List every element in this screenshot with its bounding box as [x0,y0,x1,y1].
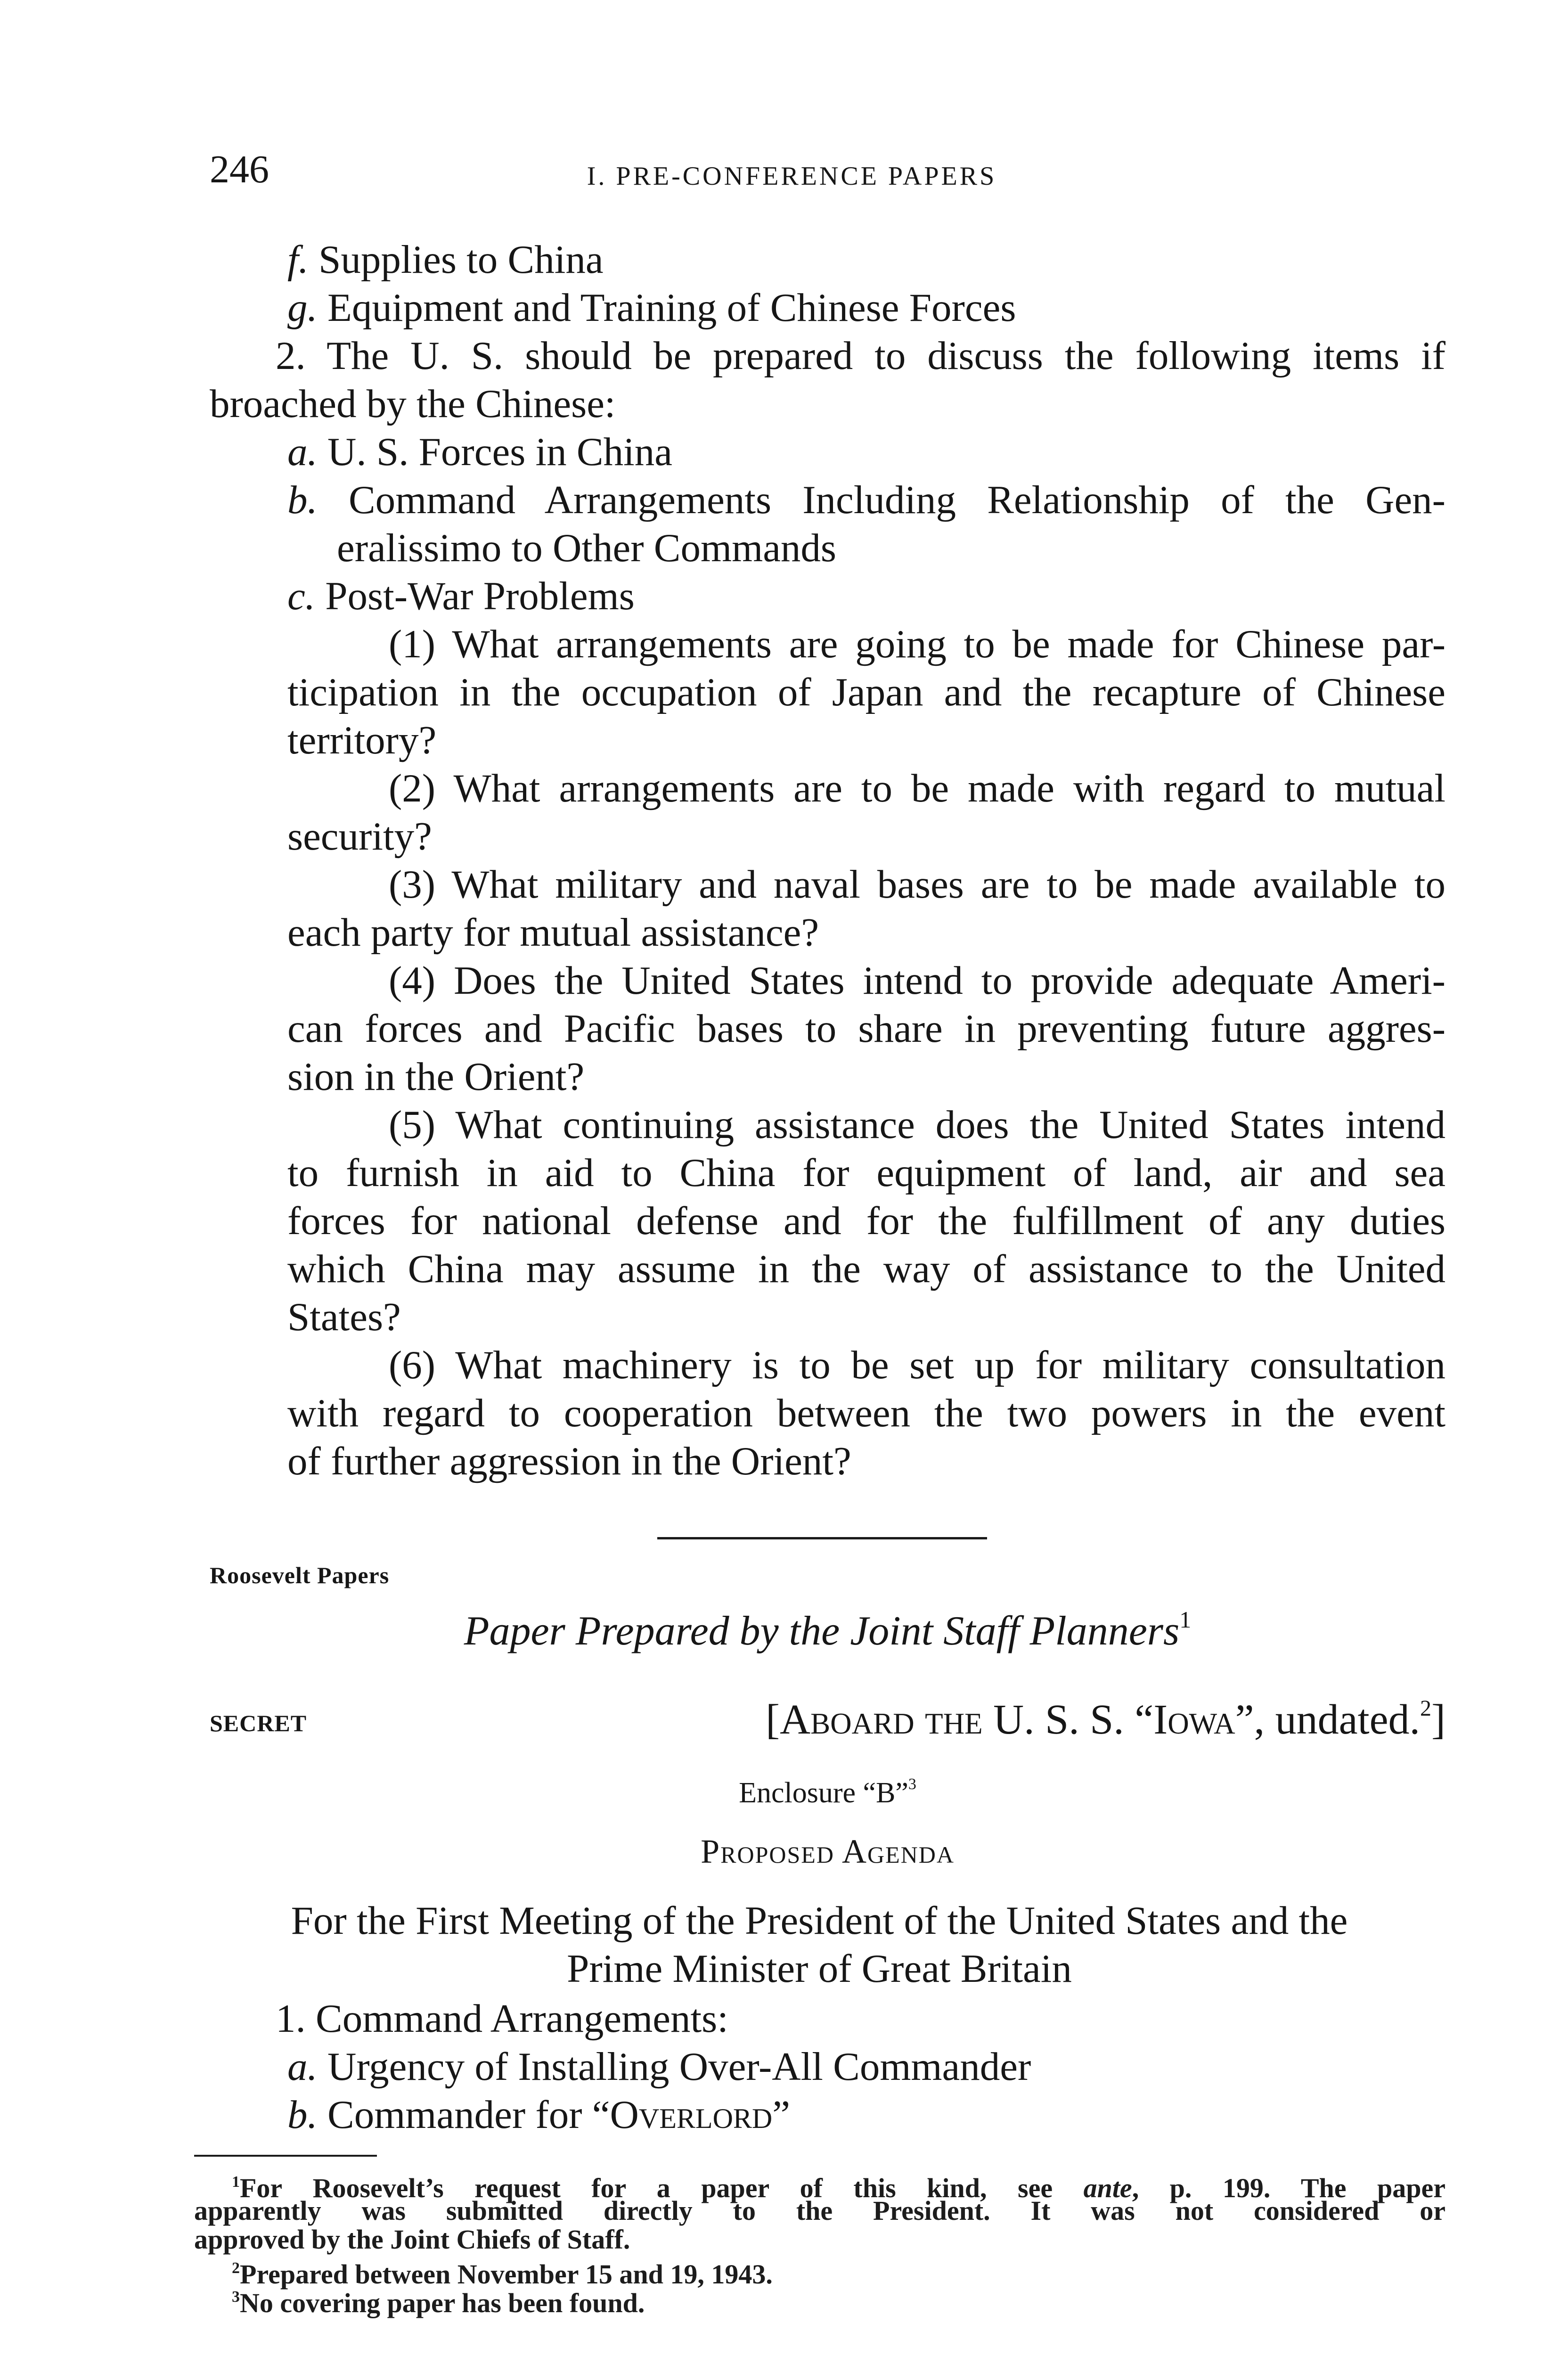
enclosure-text: Enclosure “B” [739,1777,908,1809]
footnote-text: No covering paper has been found. [240,2288,645,2318]
item-label: a. [287,430,318,474]
document-title [210,1607,1446,1654]
footnote-mark: 2 [232,2259,240,2277]
question-5-line: States? [287,1295,401,1339]
item-label: a. [287,2045,318,2089]
question-4-line: (4) Does the United States intend to provide adequate Ameri- [389,958,1446,1003]
footnote-mark: 1 [232,2173,240,2191]
question-6-line: with regard to cooperation between the two powers in the event [287,1391,1446,1435]
meeting-heading-line: Prime Minister of Great Britain [567,1947,1072,1991]
code-name: Overlord [610,2093,773,2137]
dateline-place: Aboard the [780,1696,983,1743]
quote-close: ” [772,2093,790,2137]
footnote-3 [194,2282,1446,2318]
footnote-text: Prepared between November 15 and 19, 1943. [240,2259,773,2290]
footnote-2 [194,2254,1446,2290]
paragraph-2-line: broached by the Chinese: [210,382,616,426]
question-2-line: security? [287,814,432,859]
bracket: ] [1431,1696,1446,1743]
ship-name: Iowa [1153,1696,1235,1743]
item-text: Commander for “ [327,2093,610,2137]
agenda-item-1b [210,2091,1446,2139]
enclosure-label [210,1776,1446,1808]
footnote-italic: ante [1083,2173,1132,2203]
page-header [210,147,1374,202]
list-item-b-continued: eralissimo to Other Commands [337,526,837,570]
list-item-c [210,572,1446,620]
item-label: g. [287,286,318,330]
agenda-items [210,1995,1446,2139]
item-text: U. S. Forces in China [327,430,672,474]
footnote-ref: 2 [1420,1696,1432,1721]
meeting-heading-line: For the First Meeting of the President of the United States and the [291,1898,1348,1943]
bracket: [ [766,1696,780,1743]
question-4-line: can forces and Pacific bases to share in preventing future aggres- [287,1006,1446,1051]
footnotes [194,2168,1446,2318]
footnote-1-line: apparently was submitted directly to the President. It was not considered or [194,2195,1446,2226]
question-5-line: forces for national defense and for the fulfillment of any duties [287,1199,1446,1243]
question-3-line: (3) What military and naval bases are to be made available to [389,862,1446,907]
item-text: Equipment and Training of Chinese Forces [327,286,1016,330]
question-6-line: of further aggression in the Orient? [287,1439,851,1483]
item-text: Supplies to China [318,237,604,282]
question-6-line: (6) What machinery is to be set up for military consultation [389,1343,1446,1387]
section-divider [657,1537,987,1539]
dateline-ship: U. S. S. “ [993,1696,1154,1743]
footnote-1-line: approved by the Joint Chiefs of Staff. [194,2224,630,2255]
page-number: 246 [210,147,269,191]
list-item-g [210,284,1446,332]
footnote-ref: 1 [1179,1606,1192,1633]
meeting-heading [193,1897,1446,1993]
question-1-line: (1) What arrangements are going to be made for Chinese par- [389,622,1446,666]
agenda-heading: Proposed Agenda [701,1832,955,1870]
question-1-line: territory? [287,718,437,762]
list-item-a [210,428,1446,476]
dateline [702,1696,1446,1743]
footnote-text: For Roosevelt’s request for a paper of this kind, see [240,2173,1084,2203]
classification-label: SECRET [210,1710,307,1736]
footnote-text: , p. 199. The paper [1132,2173,1446,2203]
item-label: f. [287,237,309,282]
item-label: b. [287,2093,318,2137]
running-head: I. PRE-CONFERENCE PAPERS [587,162,997,191]
question-5-line: to furnish in aid to China for equipment of land, air and sea [287,1151,1446,1195]
document-title-text: Paper Prepared by the Joint Staff Planners [464,1608,1180,1654]
paragraph-2-line: 2. The U. S. should be prepared to discuss the following items if [276,334,1446,378]
item-text: Urgency of Installing Over-All Commander [327,2045,1031,2089]
footnote-mark: 3 [232,2288,240,2306]
footnote-ref: 3 [908,1775,916,1793]
agenda-item-1a [210,2043,1446,2091]
question-2-line: (2) What arrangements are to be made with regard to mutual [389,766,1446,810]
item-label: c. [287,574,315,618]
list-item-f [210,236,1446,284]
question-3-line: each party for mutual assistance? [287,910,819,955]
question-4-line: sion in the Orient? [287,1055,585,1099]
list-item-b [210,476,1446,524]
source-label: Roosevelt Papers [210,1562,390,1588]
item-label: b. [287,478,318,522]
item-text: Command Arrangements Including Relationship of the Gen- [348,478,1446,522]
question-1-line: ticipation in the occupation of Japan and the recapture of Chinese [287,670,1446,714]
body-text-upper [210,236,1446,1485]
question-5-line: (5) What continuing assistance does the United States intend [389,1103,1446,1147]
agenda-item-1: 1. Command Arrangements: [276,1996,728,2041]
item-text: Post-War Problems [325,574,635,618]
footnote-rule [194,2155,377,2157]
question-5-line: which China may assume in the way of assistance to the United [287,1247,1446,1291]
dateline-rest: ”, undated. [1235,1696,1421,1743]
footnote-1 [194,2168,1446,2203]
